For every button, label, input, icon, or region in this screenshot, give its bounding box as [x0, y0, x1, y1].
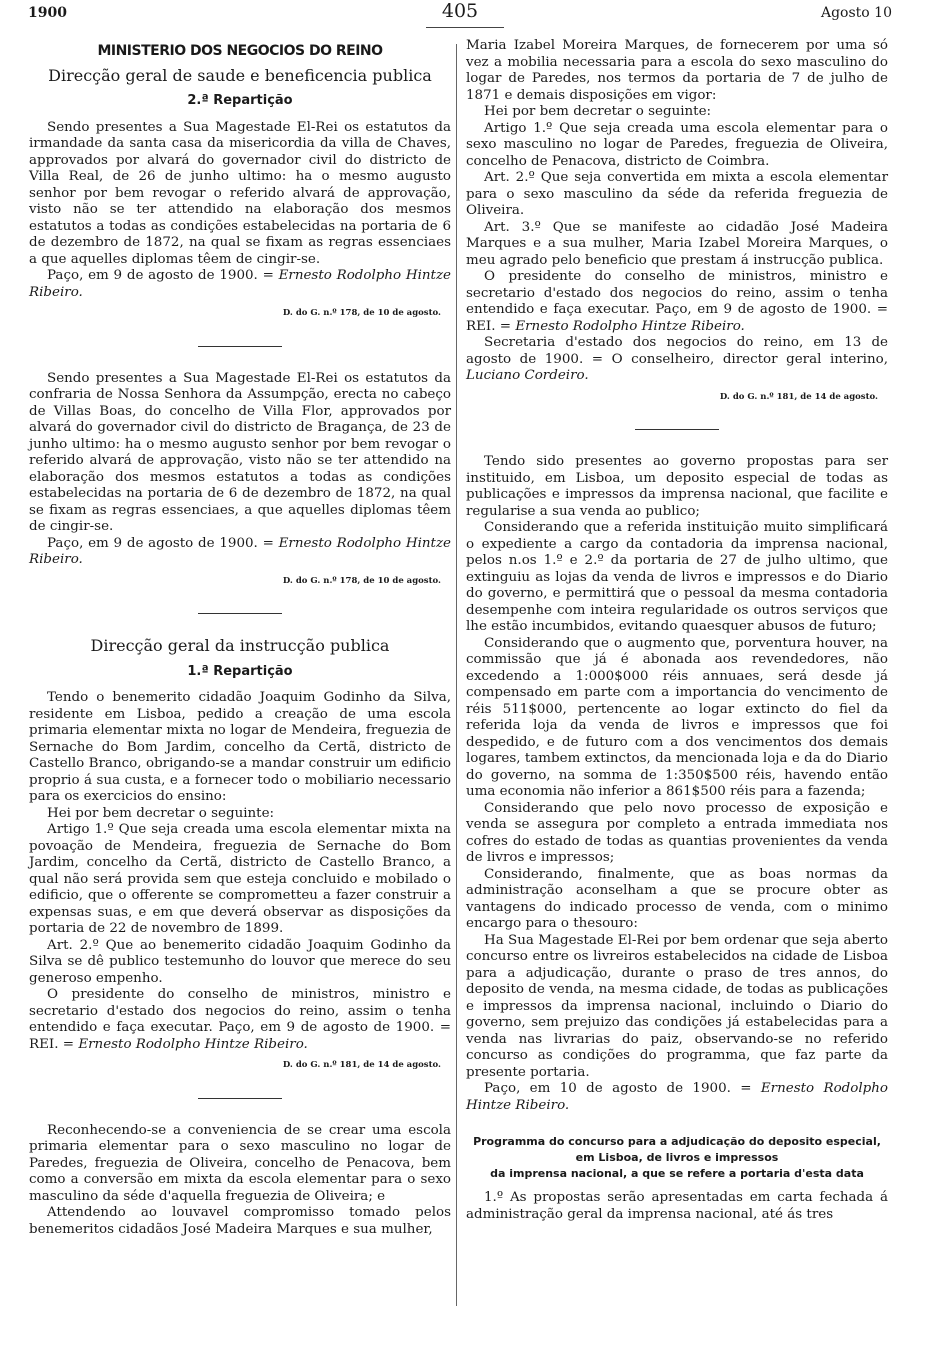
portaria-deposito-p3: Considerando que o augmento que, porventura houver, na commissão que já é abonada aos revendedores, não excedendo a 1:000$000 réis annuaes, será desde já compensado em parte com a importancia do vencimento de réis 511$000, pertencente ao logar extincto do fiel da referida loja da venda de livros e impressos que foi despedido, e de futuro com a dos vencimentos dos demais logares, tambem extinctos, da mencionada loja e da do Diario do governo, na somma de 1:350$500 réis, havendo então uma economia não inferior a 861$500 réis para a fazenda;: [466, 635, 888, 799]
decree-mendeira-art1: Artigo 1.º Que seja creada uma escola elementar mixta na povoação de Mendeira, freguezia de Sernache do Bom Jardim, concelho da Certã, districto de Castello Branco, a qual não será provida sem que esteja concluido e mobilado o edificio, que o offerente se comprometteu a fazer construir a expensas suas, e em que deverá observar as disposições da portaria de 22 de novembro de 1899.: [29, 822, 451, 936]
column-divider: [456, 44, 457, 1306]
decree-paredes-art3: Art. 3.º Que se manifeste ao cidadão José Madeira Marques e a sua mulher, Maria Izabel Moreira Marques, o meu agrado pelo beneficio que prestam á instrucção publica.: [466, 219, 888, 268]
header-rule: [426, 27, 504, 28]
decree-mendeira-closing: O presidente do conselho de ministros, ministro e secretario d'estado dos negocios do reino, assim o tenha entendido e faça executar. Paço, em 9 de agosto de 1900. = REI. = Ernesto Rodolpho Hintze Ribeiro.: [29, 987, 451, 1052]
page-header: [28, 0, 892, 23]
signature: Ernesto Rodolpho Hintze Ribeiro.: [466, 1081, 888, 1113]
programme-title-line2: em Lisboa, de livros e impressos: [575, 1151, 779, 1164]
programme-title-line1: Programma do concurso para a adjudicação do deposito especial,: [473, 1135, 881, 1148]
signature: Luciano Cordeiro.: [466, 368, 589, 383]
decree-chaves-closing: Paço, em 9 de agosto de 1900. = Ernesto Rodolpho Hintze Ribeiro.: [29, 268, 451, 300]
source-citation: D. do G. n.º 178, de 10 de agosto.: [282, 308, 441, 318]
portaria-deposito-p6: Ha Sua Magestade El-Rei por bem ordenar que seja aberto concurso entre os livreiros estabelecidos na cidade de Lisboa para a adjudicação, durante o praso de tres annos, do deposito de venda, na mesma cidade, de todas as publicações e impressos da imprensa nacional, incluindo o Diario do governo, sem prejuizo das condições já estabelecidas para a venda nas livrarias do paiz, observando-se no referido concurso as condições do programma, que faz parte da presente portaria.: [466, 932, 888, 1080]
programme-title-line3: da imprensa nacional, a que se refere a portaria d'esta data: [490, 1167, 864, 1180]
decree-mendeira-decree: Hei por bem decretar o seguinte:: [47, 805, 275, 821]
decree-villas-boas-body: Sendo presentes a Sua Magestade El-Rei os estatutos da confraria de Nossa Senhora da Assumpção, erecta no cabeço de Villas Boas, do concelho de Villa Flor, approvados por alvará do governador civil do districto de Bragança, de 23 de junho ultimo: ha o mesmo augusto senhor por bem revogar o referido alvará de approvação, visto não se ter attendido na elaboração dos mesmos estatutos a todas as condições estabelecidas na portaria de 6 de dezembro de 1872, na qual se fixam as regras essenciaes, a que aquelles diplomas têem de cingir-se.: [29, 370, 451, 534]
section-rule: [635, 429, 719, 430]
portaria-deposito-p5: Considerando, finalmente, que as boas normas da administração aconselham a que se procure obter as vantagens do indicado processo de venda, com o minimo encargo para o thesouro:: [466, 866, 888, 931]
section-rule: [198, 613, 282, 614]
direction-heading-education: Direcção geral da instrucção publica: [90, 636, 390, 655]
direction-heading-health: Direcção geral de saude e beneficencia publica: [48, 65, 432, 85]
signature: Ernesto Rodolpho Hintze Ribeiro.: [29, 268, 451, 300]
page-number: 405: [441, 0, 479, 22]
section-rule: [198, 1098, 282, 1099]
signature: Ernesto Rodolpho Hintze Ribeiro.: [29, 535, 451, 567]
decree-chaves-body: Sendo presentes a Sua Magestade El-Rei os estatutos da irmandade da santa casa da misericordia da villa de Chaves, approvados por alvará do governador civil do districto de Villa Real, de 26 de junho ultimo: ha o mesmo augusto senhor por bem revogar o referido alvará de approvação, visto não se ter attendido na elaboração dos mesmos estatutos a todas as condições estabelecidas na portaria de 6 de dezembro de 1872, na qual se fixam as regras essenciaes a que aquelles diplomas têem de cingir-se.: [29, 119, 451, 267]
programme-item-1: 1.º As propostas serão apresentadas em carta fechada á administração geral da imprensa nacional, até ás tres: [466, 1190, 888, 1222]
ministry-heading: MINISTERIO DOS NEGOCIOS DO REINO: [97, 43, 383, 59]
decree-paredes-p1: Reconhecendo-se a conveniencia de se crear uma escola primaria elementar para o sexo masculino no logar de Paredes, freguezia de Oliveira, concelho de Penacova, bem como a conversão em mixta da escola elementar para o sexo masculino da séde d'aquella freguezia de Oliveira; e: [29, 1122, 451, 1204]
decree-mendeira-art2: Art. 2.º Que ao benemerito cidadão Joaquim Godinho da Silva se dê publico testemunho do louvor que merece do seu generoso empenho.: [29, 937, 451, 986]
programme-heading: [466, 1134, 888, 1182]
portaria-deposito-p2: Considerando que a referida instituição muito simplificará o expediente a cargo da contadoria da imprensa nacional, pelos n.os 1.º e 2.º da portaria de 27 de julho ultimo, que extinguiu as lojas da venda de livros e impressos e do Diario do governo, e permittirá que o pessoal da mesma contadoria desempenhe com inteira regularidade os outros serviços que lhe estão incumbidos, evitando quaesquer abusos de futuro;: [466, 520, 888, 634]
portaria-deposito-closing: Paço, em 10 de agosto de 1900. = Ernesto Rodolpho Hintze Ribeiro.: [466, 1081, 888, 1113]
repartition-heading-2: 2.ª Repartição: [187, 93, 293, 108]
decree-paredes-continuation: Maria Izabel Moreira Marques, de fornecerem por uma só vez a mobilia necessaria para a escola do sexo masculino do logar de Paredes, nos termos da portaria de 7 de julho de 1871 e demais disposições em vigor:: [466, 38, 888, 103]
repartition-heading-1: 1.ª Repartição: [187, 663, 293, 679]
decree-paredes-secretariat: Secretaria d'estado dos negocios do reino, em 13 de agosto de 1900. = O conselheiro, director geral interino, Luciano Cordeiro.: [466, 335, 888, 383]
decree-paredes-art1: Artigo 1.º Que seja creada uma escola elementar para o sexo masculino no logar de Paredes, freguezia de Oliveira, concelho de Penacova, districto de Coimbra.: [466, 120, 888, 169]
signature: Ernesto Rodolpho Hintze Ribeiro.: [515, 318, 745, 334]
signature: Ernesto Rodolpho Hintze Ribeiro.: [78, 1036, 308, 1052]
source-citation: D. do G. n.º 181, de 14 de agosto.: [282, 1060, 441, 1070]
section-rule: [198, 346, 282, 347]
portaria-deposito-p4: Considerando que pelo novo processo de exposição e venda se assegura por completo a entrada immediata nos cofres do estado de todas as quantias provenientes da venda de livros e impressos;: [466, 800, 888, 865]
left-column: [29, 38, 451, 1238]
decree-paredes-art2: Art. 2.º Que seja convertida em mixta a escola elementar para o sexo masculino da séde da referida freguezia de Oliveira.: [466, 170, 888, 218]
decree-villas-boas-closing: Paço, em 9 de agosto de 1900. = Ernesto Rodolpho Hintze Ribeiro.: [29, 535, 451, 567]
source-citation: D. do G. n.º 181, de 14 de agosto.: [719, 391, 878, 402]
header-date: Agosto 10: [820, 5, 892, 21]
right-column: [466, 38, 888, 1223]
portaria-deposito-p1: Tendo sido presentes ao governo propostas para ser instituido, em Lisboa, um deposito especial de todas as publicações e impressos da imprensa nacional, que facilite e regularise a sua venda ao publico;: [466, 454, 888, 519]
header-year: 1900: [28, 5, 67, 21]
decree-paredes-p2: Attendendo ao louvavel compromisso tomado pelos benemeritos cidadãos José Madeira Marques e sua mulher,: [29, 1205, 451, 1237]
source-citation: D. do G. n.º 178, de 10 de agosto.: [282, 575, 441, 586]
decree-paredes-decree: Hei por bem decretar o seguinte:: [484, 104, 712, 119]
decree-paredes-closing: O presidente do conselho de ministros, ministro e secretario d'estado dos negocios do reino, assim o tenha entendido e faça executar. Paço, em 9 de agosto de 1900. = REI. = Ernesto Rodolpho Hintze Ribeiro.: [466, 269, 888, 334]
decree-mendeira-intro: Tendo o benemerito cidadão Joaquim Godinho da Silva, residente em Lisboa, pedido a creação de uma escola primaria elementar mixta no logar de Mendeira, freguezia de Sernache do Bom Jardim, concelho da Certã, districto de Castello Branco, obrigando-se a mandar construir um edificio proprio á sua custa, e a fornecer todo o mobiliario necessario para os exercicios do ensino:: [29, 690, 451, 804]
